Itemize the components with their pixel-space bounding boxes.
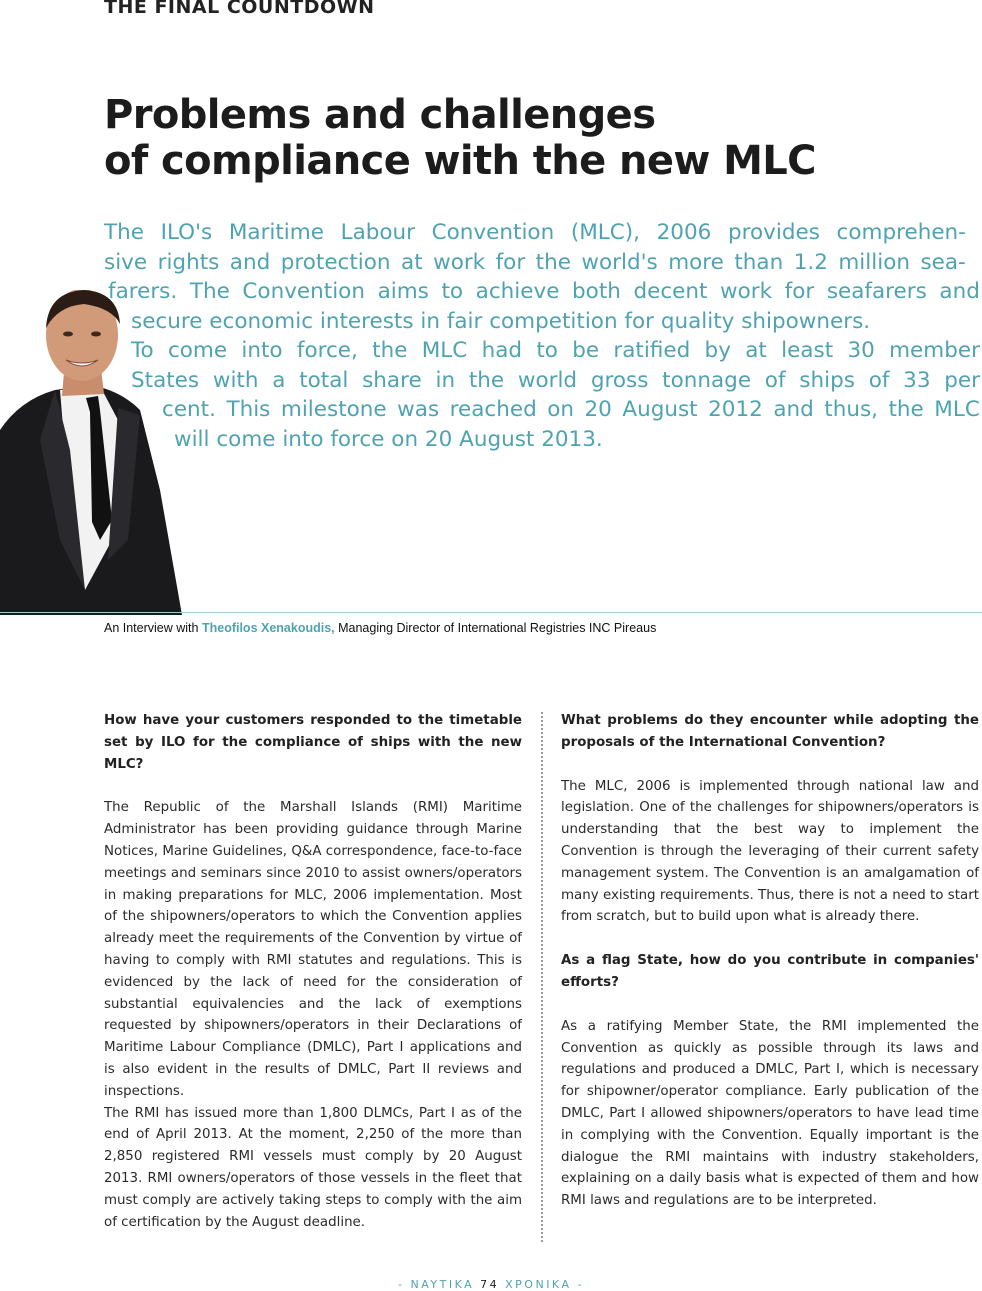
interview-credit	[104, 621, 656, 635]
question-heading: How have your customers responded to the timetable set by ILO for the compliance of ships with the new MLC?	[104, 713, 522, 772]
title-line-2: of compliance with the new MLC	[104, 138, 816, 184]
answer-paragraph: The RMI has issued more than 1,800 DLMCs, Part I as of the end of April 2013. At the moment, 2,250 of the more than 2,850 registered RMI vessels must comply by 20 August 2013. RMI owners/operators of those vessels in the fleet that must comply are actively taking steps to comply with the aim of certification by the August deadline.	[104, 1105, 522, 1230]
answer-paragraph: The Republic of the Marshall Islands (RMI) Maritime Administrator has been providing guidance through Marine Notices, Marine Guidelines, Q&A correspondence, face-to-face meetings and seminars since 2010 to assist owners/operators in making preparations for MLC, 2006 implementation. Most of the shipowners/operators to which the Convention applies already meet the requirements of the Convention by virtue of having to comply with RMI statutes and regulations. This is evidenced by the lack of need for the consideration of substantial equivalencies and the lack of exemptions requested by shipowners/operators in their Declarations of Maritime Labour Compliance (DMLC), Part I applications and is also evident in the results of DMLC, Part II reviews and inspections.	[104, 800, 522, 1099]
interviewee-name: Theofilos Xenakoudis,	[201, 621, 335, 635]
credit-suffix: Managing Director of International Registries INC Pireaus	[334, 621, 657, 635]
lead-line: cent. This milestone was reached on 20 August 2012 and thus, the MLC	[162, 397, 980, 422]
section-label: THE FINAL COUNTDOWN	[104, 0, 375, 18]
interviewee-photo	[0, 290, 200, 615]
lead-line: States with a total share in the world gross tonnage of ships of 33 per	[131, 367, 980, 393]
lead-line: sive rights and protection at work for the world's more than 1.2 million sea-	[104, 249, 966, 275]
answer-paragraph: The MLC, 2006 is implemented through national law and legislation. One of the challenges for shipowners/operators is understanding that the best way to implement the Convention is through the leveraging of their current safety management system. The Convention is an amalgamation of many existing requirements. Thus, there is not a need to start from scratch, but to build upon what is already there.	[561, 778, 979, 925]
lead-line: The ILO's Maritime Labour Convention (MLC), 2006 provides comprehen-	[104, 220, 966, 245]
footer-left: - NAYTIKA	[398, 1278, 481, 1291]
answer-paragraph: As a ratifying Member State, the RMI implemented the Convention as quickly as possible through its laws and regulations and produced a DMLC, Part I, which is necessary for shipowner/operator compliance. Early publication of the DMLC, Part I allowed shipowners/operators to have lead time in complying with the Convention. Equally important is the dialogue the RMI maintains with industry stakeholders, explaining on a daily basis what is expected of them and how RMI laws and regulations are to be interpreted.	[561, 1018, 979, 1209]
divider-rule	[0, 612, 982, 613]
lead-line: will come into force on 20 August 2013.	[174, 426, 603, 452]
lead-line: To come into force, the MLC had to be ratified by at least 30 member	[131, 338, 980, 363]
right-column	[561, 710, 979, 1234]
question-heading: What problems do they encounter while adopting the proposals of the International Convention?	[561, 713, 979, 750]
left-column	[104, 710, 522, 1255]
lead-line: farers. The Convention aims to achieve both decent work for seafarers and	[108, 279, 980, 304]
title-line-1: Problems and challenges	[104, 92, 656, 138]
article-title	[104, 92, 964, 184]
footer-right: XPONIKA -	[499, 1278, 584, 1291]
lead-line: secure economic interests in fair competition for quality shipowners.	[131, 308, 871, 334]
credit-prefix: An Interview with	[104, 621, 202, 635]
page-number: 74	[480, 1278, 500, 1291]
column-divider	[541, 712, 543, 1242]
question-heading: As a flag State, how do you contribute in companies' efforts?	[561, 953, 979, 990]
page-footer	[0, 1278, 982, 1291]
